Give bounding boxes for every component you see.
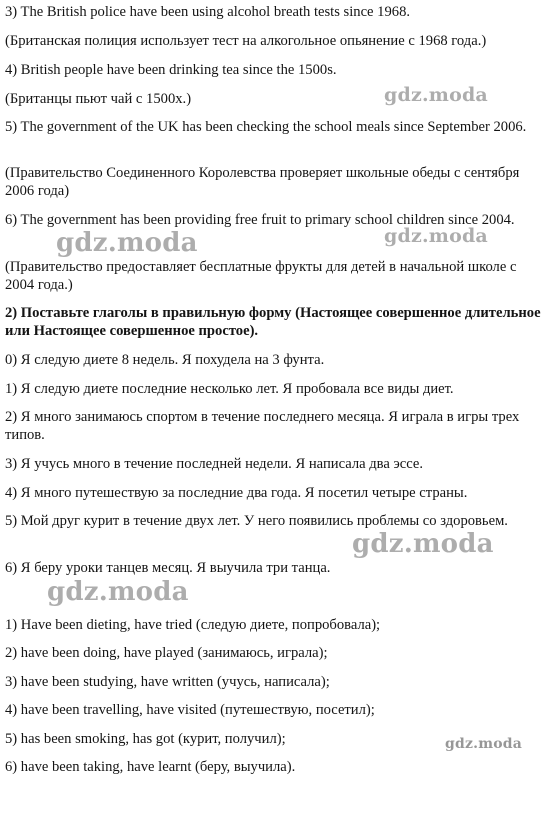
answer-6: 6) have been taking, have learnt (беру, выучила).: [5, 759, 296, 775]
answer-3: 3) have been studying, have written (учусь, написала);: [5, 674, 330, 690]
paragraph-5-english: 5) The government of the UK has been checking the school meals since September 2006.: [5, 119, 527, 135]
answer-4: 4) have been travelling, have visited (путешествую, посетил);: [5, 702, 375, 718]
exercise-2-item-2: 2) Я много занимаюсь спортом в течение последнего месяца. Я играла в игры трех типов.: [5, 409, 520, 443]
watermark-4: gdz.moda: [352, 529, 494, 559]
paragraph-4-english: 4) British people have been drinking tea since the 1500s.: [5, 62, 337, 78]
watermark-2: gdz.moda: [384, 225, 488, 247]
exercise-2-item-0: 0) Я следую диете 8 недель. Я похудела на 3 фунта.: [5, 352, 325, 368]
watermark-5: gdz.moda: [47, 577, 189, 607]
watermark-6: gdz.moda: [445, 736, 523, 752]
exercise-2-item-6: 6) Я беру уроки танцев месяц. Я выучила три танца.: [5, 560, 331, 576]
exercise-2-heading: 2) Поставьте глаголы в правильную форму (Настоящее совершенное длительное или Настоящее совершенное простое).: [5, 305, 541, 339]
paragraph-3-english: 3) The British police have been using alcohol breath tests since 1968.: [5, 4, 411, 20]
paragraph-6-translation: (Правительство предоставляет бесплатные фрукты для детей в начальной школе с 2004 года.): [5, 259, 517, 293]
answer-1: 1) Have been dieting, have tried (следую диете, попробовала);: [5, 617, 381, 633]
exercise-2-item-1: 1) Я следую диете последние несколько лет. Я пробовала все виды диет.: [5, 381, 454, 397]
watermark-1: gdz.moda: [384, 84, 488, 106]
exercise-2-item-5: 5) Мой друг курит в течение двух лет. У него появились проблемы со здоровьем.: [5, 513, 508, 529]
paragraph-6-english: 6) The government has been providing free fruit to primary school children since 2004.: [5, 212, 515, 228]
watermark-3: gdz.moda: [56, 228, 198, 258]
paragraph-4-translation: (Британцы пьют чай с 1500х.): [5, 91, 192, 107]
exercise-2-item-4: 4) Я много путешествую за последние два года. Я посетил четыре страны.: [5, 485, 468, 501]
answer-2: 2) have been doing, have played (занимаюсь, играла);: [5, 645, 328, 661]
answer-5: 5) has been smoking, has got (курит, получил);: [5, 731, 286, 747]
paragraph-5-translation: (Правительство Соединенного Королевства проверяет школьные обеды с сентября 2006 года): [5, 165, 520, 199]
exercise-2-item-3: 3) Я учусь много в течение последней недели. Я написала два эссе.: [5, 456, 424, 472]
paragraph-3-translation: (Британская полиция использует тест на алкогольное опьянение с 1968 года.): [5, 33, 487, 49]
